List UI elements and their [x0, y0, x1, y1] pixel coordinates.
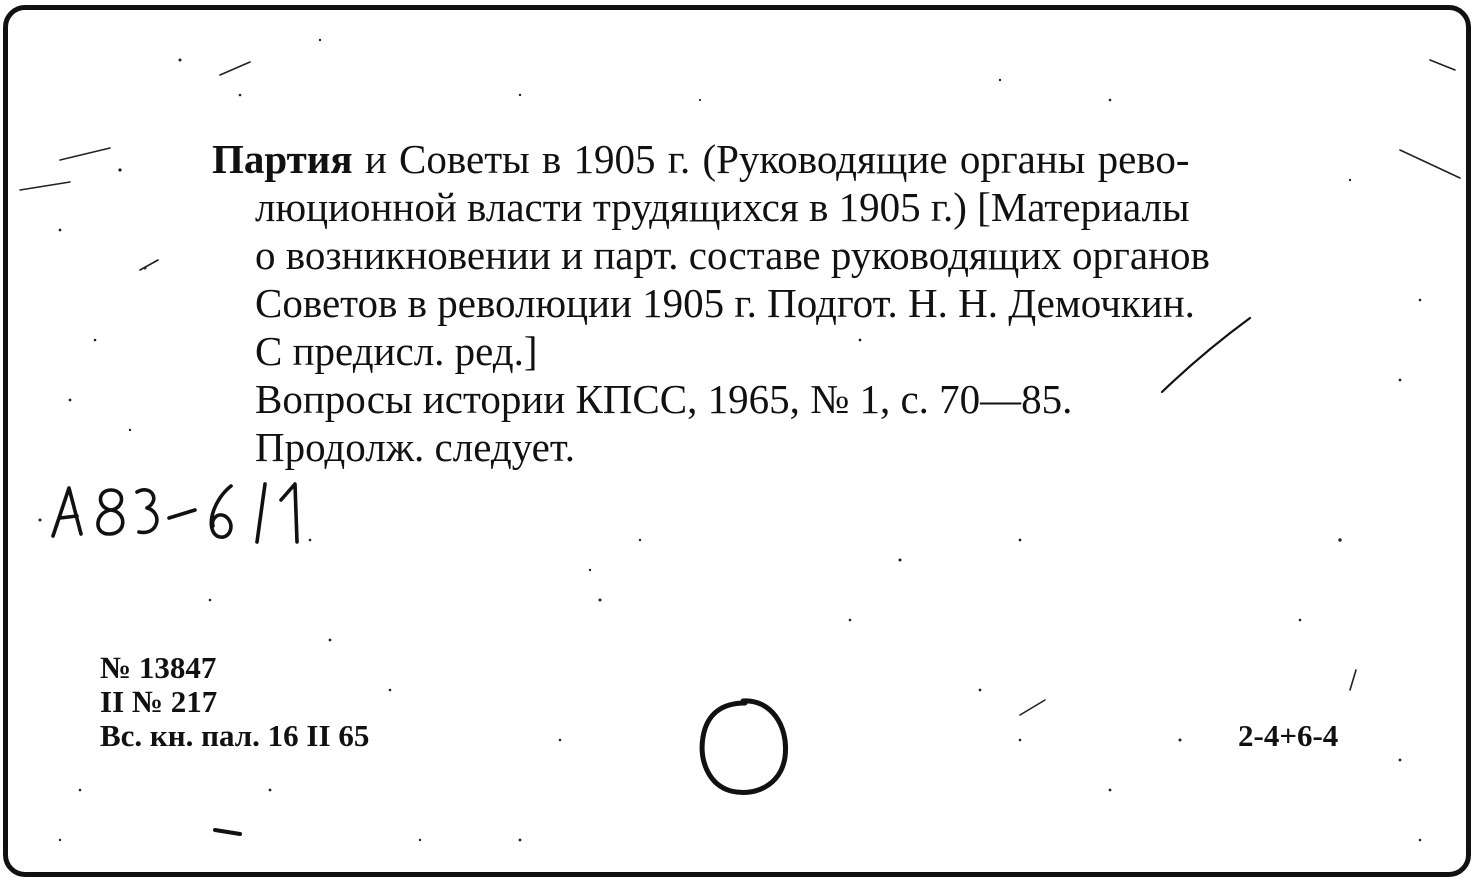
accession-date-line: Вс. кн. пал. 16 II 65 — [100, 718, 370, 753]
entry-continued-line: Продолж. следует. — [255, 424, 575, 470]
handwritten-shelfmark — [45, 478, 330, 558]
correction-slash-mark — [1150, 310, 1260, 400]
entry-source-line: Вопросы истории КПСС, 1965, № 1, с. 70—85. — [255, 376, 1073, 422]
bibliographic-entry — [212, 135, 1372, 471]
accession-block — [100, 651, 369, 753]
accession-number: № 13847 — [100, 650, 217, 685]
entry-line-4: Советов в революции 1905 г. Подгот. Н. Н. Демочкин. — [255, 280, 1195, 326]
classification-code: 2-4+6-4 — [1238, 718, 1339, 753]
entry-line-2: люционной власти трудящихся в 1905 г.) [Материалы — [255, 184, 1190, 230]
entry-line-3: о возникновении и парт. составе руководящих органов — [255, 232, 1210, 278]
entry-line-5: С предисл. ред.] — [255, 328, 538, 374]
hand-drawn-circle-mark — [695, 695, 795, 800]
handwritten-shelfmark-text: А 83-6/1 — [45, 478, 49, 479]
entry-line-1 — [212, 135, 1372, 183]
entry-title-word: Партия — [212, 136, 353, 182]
accession-second-number: II № 217 — [100, 684, 218, 719]
entry-title-rest: и Советы в 1905 г. (Руководящие органы рево- — [352, 136, 1190, 182]
